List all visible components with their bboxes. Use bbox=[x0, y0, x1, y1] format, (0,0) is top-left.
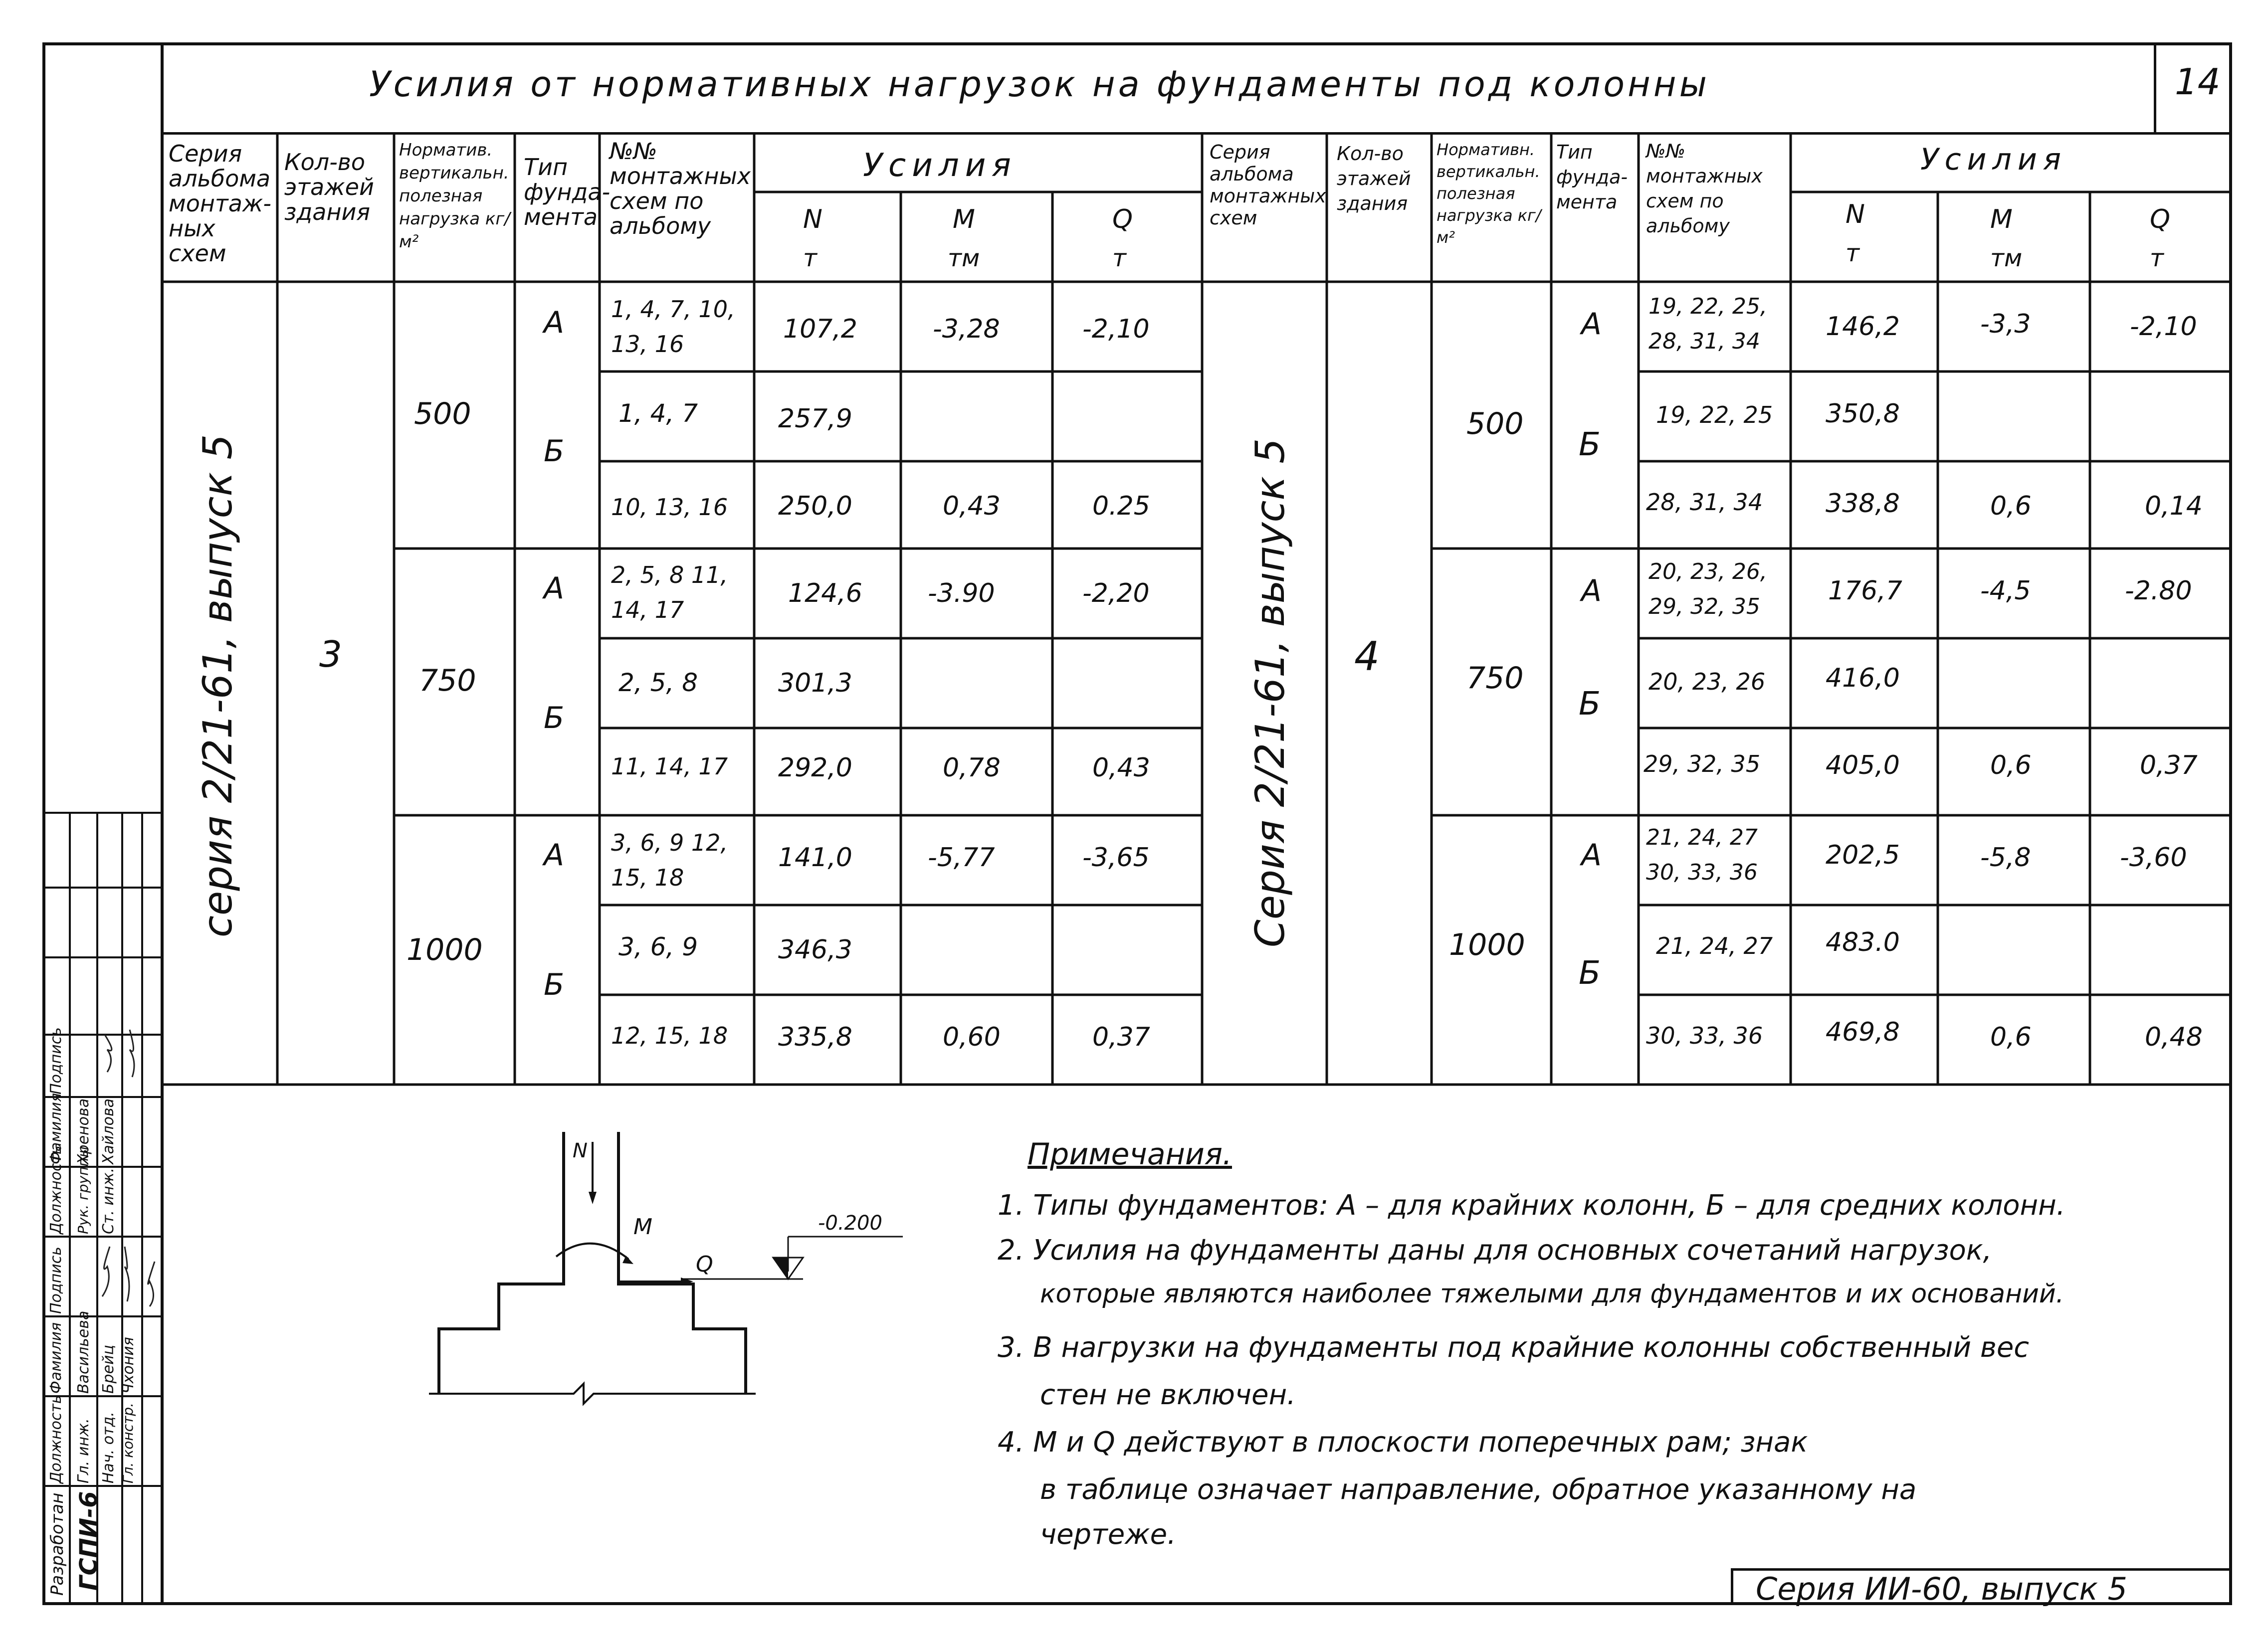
right-header-forces: Усилия bbox=[1920, 142, 2067, 177]
right-Q-5: 0,37 bbox=[2140, 750, 2198, 780]
left-header-N: N bbox=[803, 204, 823, 234]
stamp-signatures bbox=[42, 0, 162, 1649]
right-M-5: 0,6 bbox=[1990, 750, 2032, 780]
left-series-value: серия 2/21-61, выпуск 5 bbox=[195, 434, 241, 937]
stamp-name-2: Чхония bbox=[120, 1337, 137, 1394]
left-header-Q-unit: т bbox=[1112, 244, 1126, 272]
left-N-2: 250,0 bbox=[778, 491, 852, 521]
stamp-name-1: Брейц bbox=[100, 1345, 117, 1394]
left-type-A-3: А bbox=[544, 838, 565, 873]
stamp-role-1: Нач. отд. bbox=[100, 1412, 117, 1483]
page-number: 14 bbox=[2175, 61, 2221, 103]
diagram-label-M: M bbox=[633, 1214, 652, 1240]
note-line-6: 4. M и Q действуют в плоскости поперечных рам; знак bbox=[998, 1426, 1808, 1459]
left-schemes-7: 3, 6, 9 bbox=[619, 932, 698, 961]
left-schemes-3: 2, 5, 8 11, 14, 17 bbox=[611, 561, 728, 623]
right-type-B-2: Б bbox=[1579, 686, 1601, 723]
right-N-8: 469,8 bbox=[1826, 1017, 1900, 1047]
left-load-500: 500 bbox=[414, 396, 471, 431]
note-line-3: которые являются наиболее тяжелыми для фундаментов и их оснований. bbox=[1040, 1279, 2064, 1309]
stamp-role-4: Ст. инж. bbox=[100, 1167, 117, 1234]
stamp-developed: Разработан bbox=[47, 1492, 67, 1596]
right-type-B-1: Б bbox=[1579, 426, 1601, 463]
left-header-type: Тип фунда-мента bbox=[524, 154, 611, 230]
right-schemes-2: 28, 31, 34 bbox=[1646, 489, 1763, 516]
stamp-name-3: Хренова bbox=[75, 1098, 92, 1164]
right-header-N: N bbox=[1846, 199, 1865, 229]
stamp-name-0: Васильева bbox=[75, 1310, 92, 1394]
stamp-role-2: Гл. констр. bbox=[120, 1402, 136, 1483]
right-schemes-5: 29, 32, 35 bbox=[1644, 750, 1761, 777]
left-Q-5: 0,43 bbox=[1092, 753, 1150, 783]
left-M-2: 0,43 bbox=[943, 491, 1001, 521]
left-N-8: 335,8 bbox=[778, 1022, 852, 1052]
right-header-Q-unit: т bbox=[2150, 244, 2164, 272]
right-type-A-2: А bbox=[1581, 573, 1602, 608]
diagram-label-N: N bbox=[573, 1139, 588, 1162]
right-header-schemes: №№ монтажных схем по альбому bbox=[1646, 140, 1763, 237]
right-N-7: 483.0 bbox=[1826, 927, 1900, 957]
left-header-series: Серия альбома монтаж-ных схем bbox=[169, 140, 271, 267]
notes-heading: Примечания. bbox=[1028, 1137, 1232, 1172]
right-header-load: Нормативн. вертикальн. полезная нагрузка кг/м² bbox=[1437, 140, 1541, 247]
left-N-3: 124,6 bbox=[788, 578, 862, 608]
left-schemes-8: 12, 15, 18 bbox=[611, 1022, 728, 1049]
right-header-Q: Q bbox=[2150, 204, 2170, 234]
stamp-role-3: Рук. группы bbox=[75, 1146, 91, 1234]
left-schemes-6: 3, 6, 9 12, 15, 18 bbox=[611, 829, 728, 891]
right-Q-8: 0,48 bbox=[2145, 1022, 2203, 1052]
stamp-col-name-2: Фамилия bbox=[47, 1093, 65, 1164]
left-Q-8: 0,37 bbox=[1092, 1022, 1150, 1052]
left-header-floors: Кол-во этажей здания bbox=[284, 149, 374, 225]
left-header-forces: Усилия bbox=[863, 147, 1017, 184]
left-N-6: 141,0 bbox=[778, 843, 852, 873]
right-load-750: 750 bbox=[1466, 661, 1524, 696]
right-schemes-3: 20, 23, 26, 29, 32, 35 bbox=[1649, 559, 1767, 619]
left-M-0: -3,28 bbox=[933, 314, 1000, 344]
note-line-1: 1. Типы фундаментов: А – для крайних колонн, Б – для средних колонн. bbox=[998, 1189, 2065, 1222]
left-header-schemes: №№ монтажных схем по альбому bbox=[610, 138, 751, 239]
left-header-M: M bbox=[953, 204, 975, 234]
foundation-diagram bbox=[424, 1122, 923, 1421]
left-M-6: -5,77 bbox=[928, 843, 995, 873]
right-series-value: Серия 2/21-61, выпуск 5 bbox=[1247, 438, 1293, 947]
right-N-0: 146,2 bbox=[1826, 312, 1900, 342]
stamp-col-role-1: Должность bbox=[47, 1395, 65, 1483]
right-M-2: 0,6 bbox=[1990, 491, 2032, 521]
right-Q-6: -3,60 bbox=[2120, 843, 2187, 873]
footer-series: Серия ИИ-60, выпуск 5 bbox=[1756, 1571, 2127, 1607]
right-M-3: -4,5 bbox=[1980, 576, 2031, 606]
stamp-name-4: Хайлова bbox=[100, 1098, 117, 1164]
right-header-floors: Кол-во этажей здания bbox=[1337, 143, 1411, 214]
left-header-load: Норматив. вертикальн. полезная нагрузка кг/м² bbox=[399, 140, 510, 252]
right-N-1: 350,8 bbox=[1826, 399, 1900, 429]
left-schemes-1: 1, 4, 7 bbox=[619, 399, 698, 428]
left-N-5: 292,0 bbox=[778, 753, 852, 783]
left-M-5: 0,78 bbox=[943, 753, 1001, 783]
left-type-B-2: Б bbox=[544, 701, 565, 735]
stamp-col-sign-1: Подпись bbox=[47, 1247, 65, 1314]
right-N-5: 405,0 bbox=[1826, 750, 1900, 780]
right-N-6: 202,5 bbox=[1826, 840, 1900, 870]
right-Q-2: 0,14 bbox=[2145, 491, 2203, 521]
right-type-A-3: А bbox=[1581, 838, 1602, 873]
right-N-3: 176,7 bbox=[1828, 576, 1902, 606]
diagram-elevation: -0.200 bbox=[818, 1212, 882, 1235]
left-schemes-4: 2, 5, 8 bbox=[619, 668, 698, 697]
left-load-750: 750 bbox=[419, 663, 476, 698]
right-load-500: 500 bbox=[1466, 406, 1524, 441]
left-type-B-3: Б bbox=[544, 967, 565, 1002]
left-N-7: 346,3 bbox=[778, 935, 852, 965]
left-N-0: 107,2 bbox=[783, 314, 857, 344]
left-Q-3: -2,20 bbox=[1082, 578, 1150, 608]
right-M-8: 0,6 bbox=[1990, 1022, 2032, 1052]
stamp-col-role-2: Должность bbox=[47, 1145, 65, 1234]
right-M-0: -3,3 bbox=[1980, 309, 2031, 339]
right-schemes-7: 21, 24, 27 bbox=[1656, 932, 1773, 959]
right-header-series: Серия альбома монтажных схем bbox=[1210, 141, 1326, 229]
stamp-col-sign-2: Подпись bbox=[47, 1027, 65, 1095]
right-type-B-3: Б bbox=[1579, 955, 1601, 992]
note-line-8: чертеже. bbox=[1040, 1518, 1176, 1551]
right-floors-value: 4 bbox=[1354, 633, 1380, 680]
left-Q-6: -3,65 bbox=[1082, 843, 1150, 873]
stamp-col-name-1: Фамилия bbox=[47, 1322, 65, 1394]
right-schemes-8: 30, 33, 36 bbox=[1646, 1022, 1763, 1049]
note-line-5: стен не включен. bbox=[1040, 1379, 1296, 1411]
left-M-8: 0,60 bbox=[943, 1022, 1001, 1052]
page-title: Усилия от нормативных нагрузок на фундаменты под колонны bbox=[369, 64, 1710, 105]
right-schemes-1: 19, 22, 25 bbox=[1656, 401, 1773, 428]
left-header-Q: Q bbox=[1112, 204, 1133, 234]
right-schemes-0: 19, 22, 25, 28, 31, 34 bbox=[1649, 294, 1767, 354]
left-schemes-2: 10, 13, 16 bbox=[611, 494, 728, 521]
right-Q-0: -2,10 bbox=[2130, 312, 2197, 342]
right-header-M-unit: тм bbox=[1990, 244, 2023, 272]
right-header-N-unit: т bbox=[1846, 239, 1859, 267]
left-floors-value: 3 bbox=[319, 633, 342, 675]
left-N-1: 257,9 bbox=[778, 404, 852, 434]
diagram-label-Q: Q bbox=[696, 1252, 713, 1277]
right-schemes-6: 21, 24, 27 30, 33, 36 bbox=[1646, 825, 1758, 885]
right-N-2: 338,8 bbox=[1826, 489, 1900, 519]
left-M-3: -3.90 bbox=[928, 578, 995, 608]
left-type-A-2: А bbox=[544, 571, 565, 606]
left-schemes-5: 11, 14, 17 bbox=[611, 753, 728, 780]
stamp-org: ГСПИ-6 bbox=[75, 1491, 103, 1591]
right-header-type: Тип фунда-мента bbox=[1556, 141, 1628, 213]
note-line-2: 2. Усилия на фундаменты даны для основных сочетаний нагрузок, bbox=[998, 1234, 1992, 1267]
left-type-B-1: Б bbox=[544, 434, 565, 469]
right-load-1000: 1000 bbox=[1449, 927, 1525, 962]
left-header-N-unit: т bbox=[803, 244, 817, 272]
left-type-A-1: А bbox=[544, 305, 565, 340]
right-type-A-1: А bbox=[1581, 307, 1602, 342]
stamp-role-0: Гл. инж. bbox=[75, 1418, 92, 1483]
right-N-4: 416,0 bbox=[1826, 663, 1900, 693]
note-line-7: в таблице означает направление, обратное указанному на bbox=[1040, 1473, 1917, 1506]
left-load-1000: 1000 bbox=[407, 932, 483, 967]
right-schemes-4: 20, 23, 26 bbox=[1649, 668, 1766, 695]
left-header-M-unit: тм bbox=[948, 244, 980, 272]
right-M-6: -5,8 bbox=[1980, 843, 2031, 873]
right-header-M: M bbox=[1990, 204, 2013, 234]
right-Q-3: -2.80 bbox=[2125, 576, 2192, 606]
left-Q-0: -2,10 bbox=[1082, 314, 1150, 344]
left-schemes-0: 1, 4, 7, 10, 13, 16 bbox=[611, 296, 735, 358]
note-line-4: 3. В нагрузки на фундаменты под крайние колонны собственный вес bbox=[998, 1331, 2030, 1364]
left-N-4: 301,3 bbox=[778, 668, 852, 698]
left-Q-2: 0.25 bbox=[1092, 491, 1150, 521]
